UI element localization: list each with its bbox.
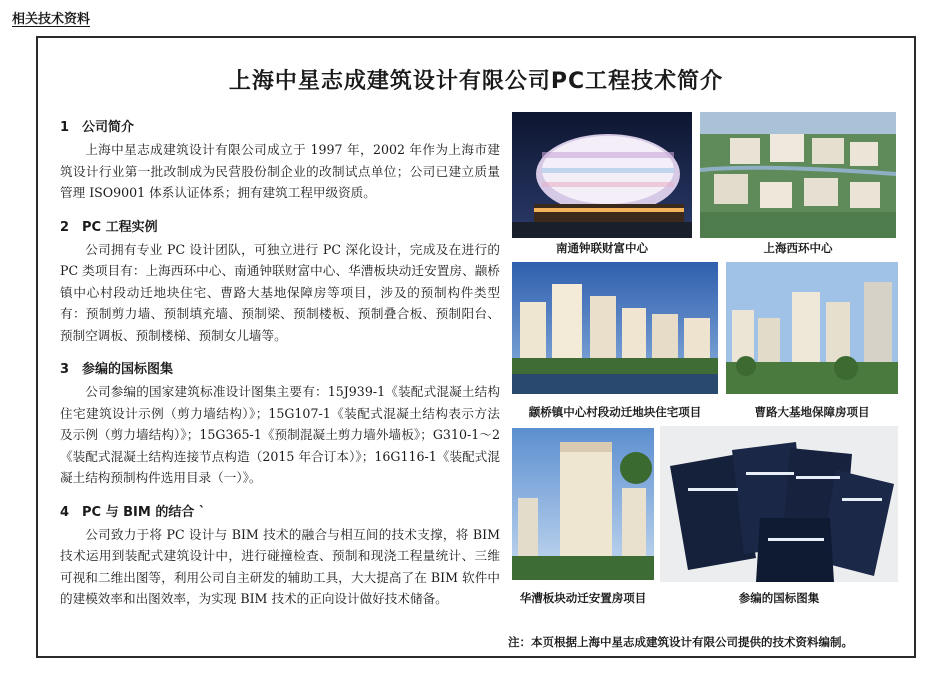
section-number: 4 xyxy=(60,504,70,520)
photo-caolu-project xyxy=(726,262,898,394)
photo-huacao-project xyxy=(512,428,654,580)
section-title: 参编的国标图集 xyxy=(82,362,174,377)
section-number: 1 xyxy=(60,120,70,135)
section-body: 上海中星志成建筑设计有限公司成立于 1997 年，2002 年作为上海市建筑设计行业第一批改制成为民营股份制企业的改制试点单位；公司已建立质量管理 ISO9001 体系认证体系；拥有建筑工程甲级资质。 xyxy=(60,142,500,200)
section-body: 公司致力于将 PC 设计与 BIM 技术的融合与相互间的技术支撑，将 BIM 技术运用到装配式建筑设计中，进行碰撞检查、预制和现浇工程量统计、三维可视和二维出图等，利用公司自主研发的辅助工具，大大提高了在 BIM 软件中的建模效率和出图效率，为实现 BIM 技术的正向设计做好技术储备。 xyxy=(60,526,500,606)
text-column xyxy=(60,116,500,622)
caption-zhuanqiao-project: 颛桥镇中心村段动迁地块住宅项目 xyxy=(528,405,702,419)
section-heading xyxy=(60,116,500,135)
section-title: PC 与 BIM 的结合 ` xyxy=(82,504,206,520)
photo-zhuanqiao-project xyxy=(512,262,718,394)
section-body: 公司拥有专业 PC 设计团队，可独立进行 PC 深化设计，完成及在进行的 PC 类项目有：上海西环中心、南通钟联财富中心、华漕板块动迁安置房、颛桥镇中心村段动迁地块住宅、曹路大基地保障房等项目，涉及的预制构件类型有：预制剪力墙、预制填充墙、预制梁、预制楼板、预制叠合板、预制阳台、预制空调板、预制楼梯、预制女儿墙等。 xyxy=(60,241,500,343)
section-heading xyxy=(60,216,500,235)
section-title: 公司简介 xyxy=(82,120,135,135)
caption-caolu-project: 曹路大基地保障房项目 xyxy=(754,405,870,419)
footnote: 注：本页根据上海中星志成建筑设计有限公司提供的技术资料编制。 xyxy=(508,635,853,649)
header-label: 相关技术资料 xyxy=(12,12,91,27)
photo-xihuan-center xyxy=(700,112,896,238)
photo-standard-atlases xyxy=(660,426,898,582)
section-heading xyxy=(60,358,500,377)
caption-huacao-project: 华漕板块动迁安置房项目 xyxy=(519,591,647,605)
section-standards xyxy=(60,358,500,489)
section-company xyxy=(60,116,500,204)
section-body: 公司参编的国家建筑标准设计图集主要有：15J939-1《装配式混凝土结构住宅建筑设计示例（剪力墙结构）》；15G107-1《装配式混凝土结构表示方法及示例（剪力墙结构）》；15G365-1《预制混凝土剪力墙外墙板》；G310-1～2《装配式混凝土结构连接节点构造（2015 年合订本）》；16G116-1《装配式混凝土结构预制构件选用目录（一）》。 xyxy=(60,384,500,485)
caption-xihuan-center: 上海西环中心 xyxy=(763,241,833,255)
section-number: 3 xyxy=(60,362,70,377)
section-number: 2 xyxy=(60,219,70,235)
content-frame xyxy=(36,36,916,658)
caption-nantong-center: 南通钟联财富中心 xyxy=(556,241,648,255)
page-title: 上海中星志成建筑设计有限公司PC工程技术简介 xyxy=(228,69,724,94)
photo-nantong-center xyxy=(512,112,692,238)
section-pc-bim xyxy=(60,501,500,610)
section-title: PC 工程实例 xyxy=(82,219,158,235)
section-heading xyxy=(60,501,500,520)
section-pc-projects xyxy=(60,216,500,347)
caption-standard-atlases: 参编的国标图集 xyxy=(738,591,820,605)
